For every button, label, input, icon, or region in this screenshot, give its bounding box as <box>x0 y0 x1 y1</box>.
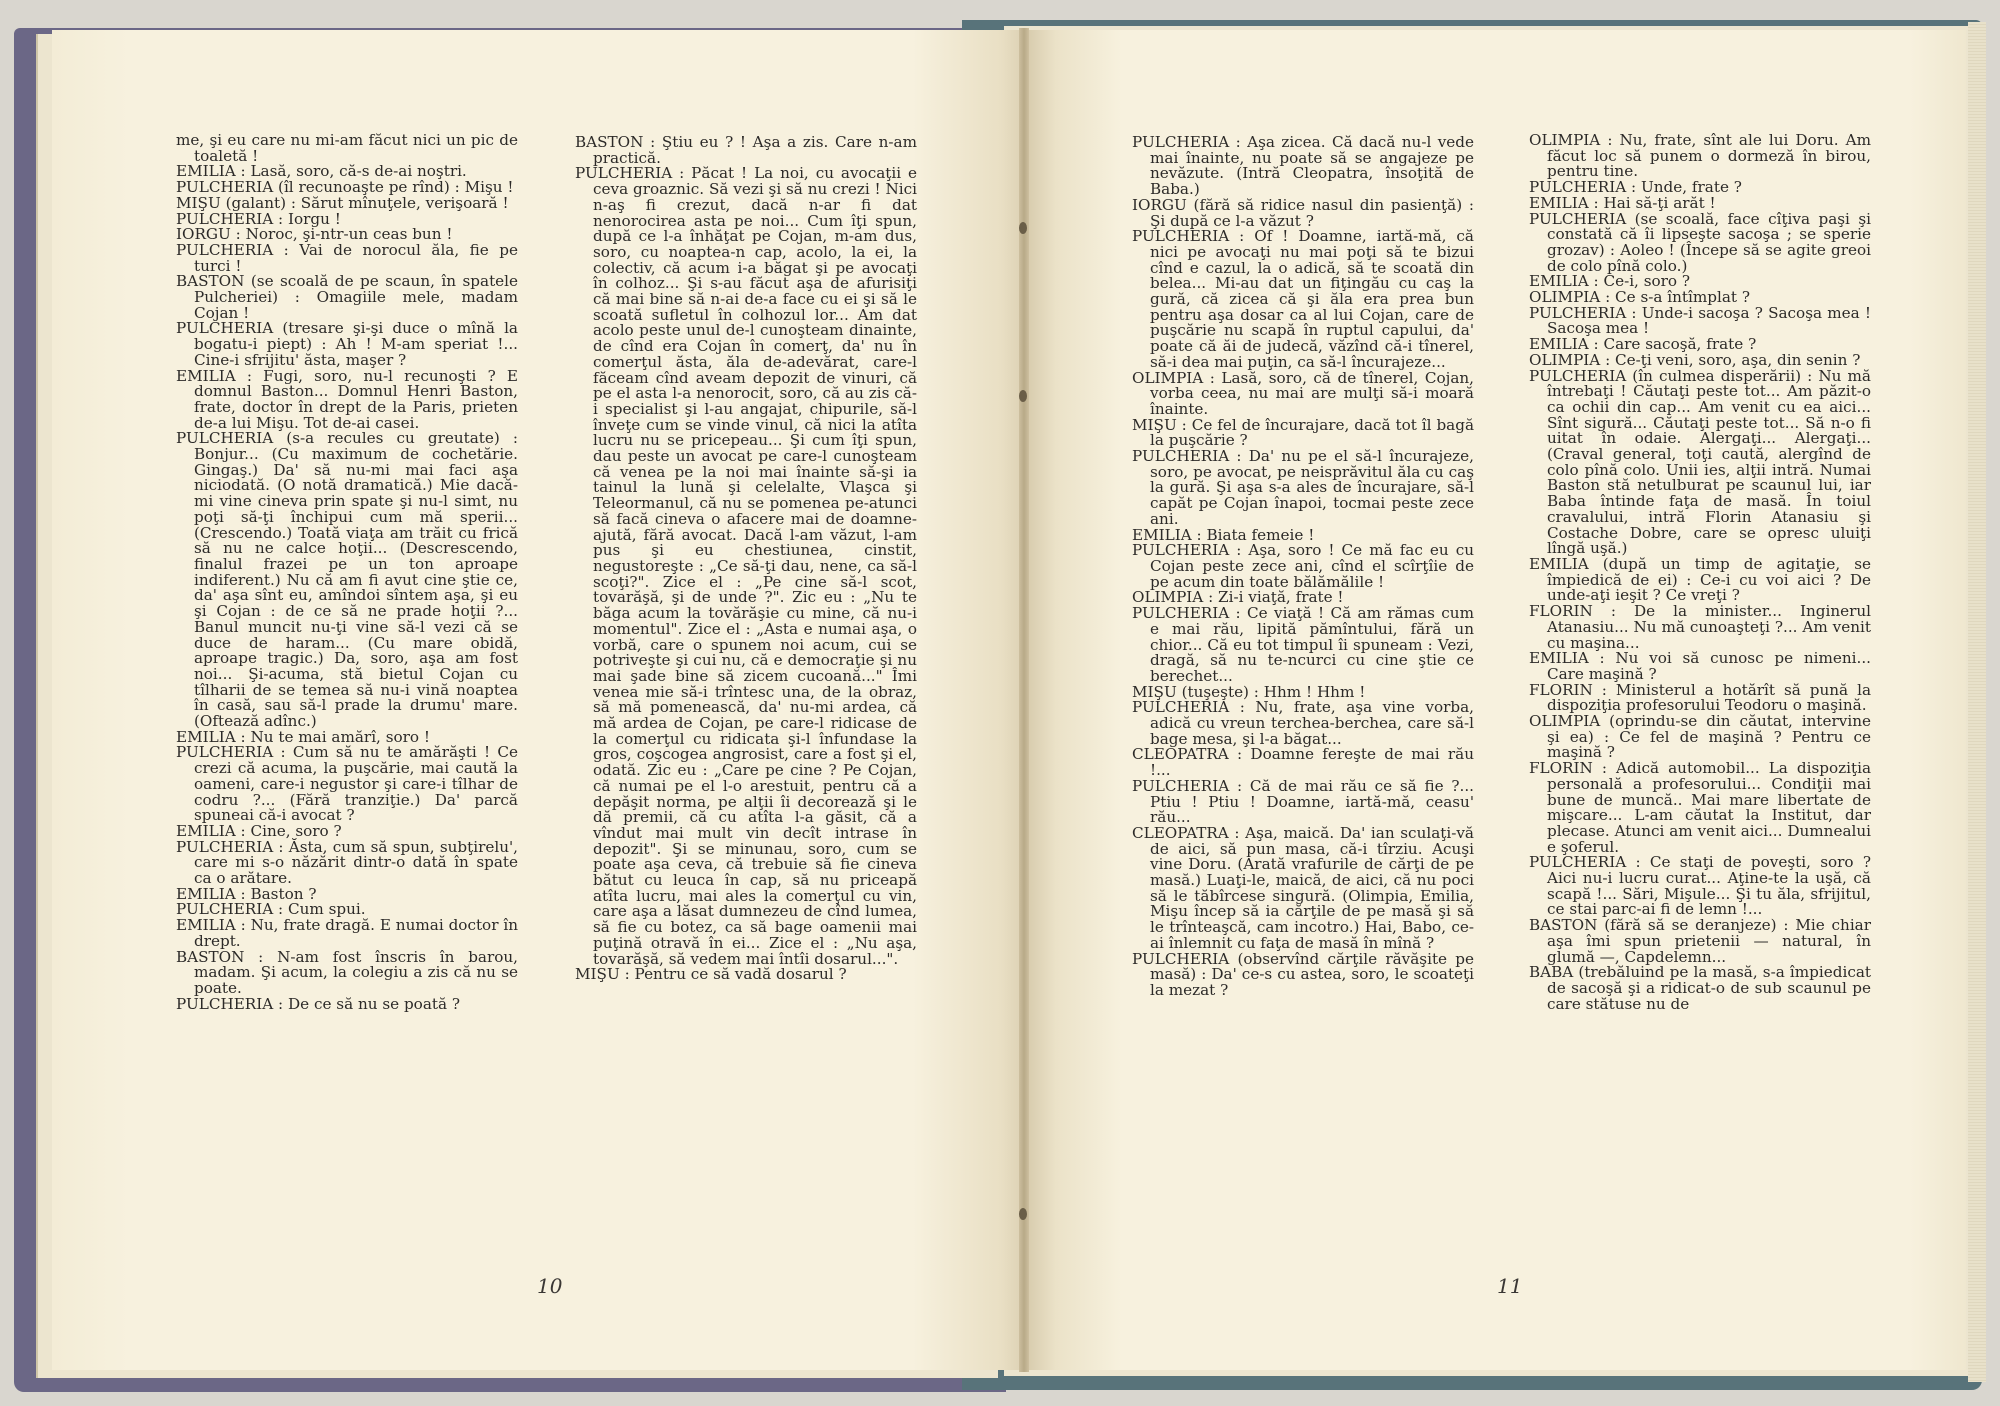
dialogue-line: BASTON (fără să se deranjeze) : Mie chiar aşa îmi spun prietenii — natural, în glumă —, Capdelemn... <box>1529 916 1871 966</box>
dialogue-line: MIŞU : Ce fel de încurajare, dacă tot îl bagă la puşcărie ? <box>1132 415 1474 450</box>
dialogue-line: EMILIA : Cine, soro ? <box>176 821 342 840</box>
dialogue-line: PULCHERIA : Unde-i sacoşa ? Sacoşa mea ! Sacoşa mea ! <box>1529 303 1871 338</box>
dialogue-line: PULCHERIA : Ce viaţă ! Că am rămas cum e mai rău, lipită pămîntului, fără un chior... Că eu tot timpul îi spuneam : Vezi, dragă, să nu te-ncurci cu cine ştie ce berechet... <box>1132 604 1474 685</box>
text-column-4 <box>1529 133 1871 1012</box>
dialogue-line: MIŞU (tuşeşte) : Hhm ! Hhm ! <box>1132 682 1366 701</box>
dialogue-line: PULCHERIA : Că de mai rău ce să fie ?... Ptiu ! Ptiu ! Doamne, iartă-mă, ceasu' rău... <box>1132 776 1474 827</box>
dialogue-line: PULCHERIA (se scoală, face cîţiva paşi şi constată că îi lipseşte sacoşa ; se sperie grozav) : Aoleo ! (Începe să se agite greoi de colo pînă colo.) <box>1529 209 1871 275</box>
dialogue-line: OLIMPIA : Nu, frate, sînt ale lui Doru. Am făcut loc să punem o dormeză în birou, pentru tine. <box>1529 131 1871 181</box>
dialogue-line: MIŞU (galant) : Sărut mînuţele, verişoară ! <box>176 193 509 212</box>
dialogue-line: PULCHERIA : Aşa zicea. Că dacă nu-l vede mai înainte, nu poate să se angajeze pe nevăzute. (Intră Cleopatra, însoţită de Baba.) <box>1132 133 1474 199</box>
dialogue-line: EMILIA : Lasă, soro, că-s de-ai noştri. <box>176 162 467 181</box>
dialogue-line: EMILIA : Ce-i, soro ? <box>1529 272 1691 291</box>
dialogue-line: EMILIA : Nu voi să cunosc pe nimeni... Care maşină ? <box>1529 649 1871 683</box>
dialogue-line: OLIMPIA : Lasă, soro, că de tînerel, Cojan, vorba ceea, nu mai are mulţi să-i moară înainte. <box>1132 368 1474 418</box>
dialogue-line: PULCHERIA : Iorgu ! <box>176 209 341 228</box>
dialogue-line: CLEOPATRA : Doamne fereşte de mai rău !... <box>1132 745 1474 780</box>
dialogue-line: EMILIA : Baston ? <box>176 884 317 903</box>
dialogue-line: PULCHERIA : Of ! Doamne, iartă-mă, că nici pe avocaţi nu mai poţi să te bizui cînd e cazul, la o adică, să te scoată din belea... Mi-au dat un fiţingău cu caş la gură, că zicea că şi ăla era prea bun pentru aşa dosar ca al lui Cojan, care de puşcărie nu scapă în ruptul capului, da' poate că ăi de judecă, văzînd că-i tînerel, să-i dea mai puţin, ca să-l încurajeze... <box>1132 227 1474 371</box>
dialogue-line: OLIMPIA : Ce s-a întîmplat ? <box>1529 288 1750 307</box>
dialogue-line: me, şi eu care nu mi-am făcut nici un pic de toaletă ! <box>176 131 518 165</box>
dialogue-line: PULCHERIA : Cum să nu te amărăşti ! Ce crezi că acuma, la puşcărie, mai caută la oameni, care-i negustor şi care-i tîlhar de codru ?... (Fără tranziţie.) Da' parcă spuneai că-i avocat ? <box>176 743 518 825</box>
dialogue-line: EMILIA : Biata femeie ! <box>1132 525 1315 544</box>
dialogue-line: PULCHERIA (îl recunoaşte pe rînd) : Mişu ! <box>176 178 514 197</box>
page-edges <box>1968 22 1986 1382</box>
dialogue-line: PULCHERIA : Nu, frate, aşa vine vorba, adică cu vreun terchea-berchea, care să-l bage mesa, şi l-a băgat... <box>1132 698 1474 748</box>
dialogue-line: FLORIN : Ministerul a hotărît să pună la dispoziţia profesorului Teodoru o maşină. <box>1529 680 1871 715</box>
dialogue-line: EMILIA : Fugi, soro, nu-l recunoşti ? E domnul Baston... Domnul Henri Baston, frate, doctor în drept de la Paris, prieten de-a lui Mişu. Tot de-ai casei. <box>176 366 518 432</box>
dialogue-line: PULCHERIA (observînd cărţile răvăşite pe masă) : Da' ce-s cu astea, soro, le scoateţi la mezat ? <box>1132 949 1474 999</box>
page-number-left: 10 <box>537 1274 563 1298</box>
text-column-1 <box>176 133 518 1012</box>
dialogue-line: OLIMPIA : Ce-ţi veni, soro, aşa, din senin ? <box>1529 350 1861 369</box>
dialogue-line: BASTON : N-am fost înscris în barou, madam. Şi acum, la colegiu a zis că nu se poate. <box>176 947 518 997</box>
dialogue-line: EMILIA : Hai să-ţi arăt ! <box>1529 193 1716 212</box>
dialogue-line: PULCHERIA : Da' nu pe el să-l încurajeze, soro, pe avocat, pe neisprăvitul ăla cu caş la gură. Şi aşa s-a ales de încurajare, să-l capăt pe Cojan înapoi, tocmai peste zece ani. <box>1132 447 1474 528</box>
dialogue-line: FLORIN : De la minister... Inginerul Atanasiu... Nu mă cunoaşteţi ?... Am venit cu maşina... <box>1529 602 1871 652</box>
dialogue-line: PULCHERIA : Ăsta, cum să spun, subţirelu', care mi s-o năzărit dintr-o dată în spate ca o arătare. <box>176 837 518 888</box>
dialogue-line: CLEOPATRA : Aşa, maică. Da' ian sculaţi-vă de aici, să pun masa, că-i tîrziu. Acuşi vine Doru. (Arată vrafurile de cărţi de pe masă.) Luaţi-le, maică, de aici, că nu poci să le tăbîrcese singură. (Olimpia, Emilia, Mişu încep să ia cărţile de pe masă şi să le trînteaşcă, cam incotro.) Hai, Babo, ce-ai înlemnit cu faţa de masă în mînă ? <box>1132 823 1474 952</box>
binding-hole <box>1019 1208 1027 1220</box>
dialogue-line: BASTON : Ştiu eu ? ! Aşa a zis. Care n-am practică. <box>575 133 917 167</box>
dialogue-line: PULCHERIA (tresare şi-şi duce o mînă la bogatu-i piept) : Ah ! M-am speriat !... Cine-i sfrijitu' ăsta, maşer ? <box>176 319 518 369</box>
dialogue-line: OLIMPIA (oprindu-se din căutat, intervine şi ea) : Ce fel de maşină ? Pentru ce maşină ? <box>1529 712 1871 762</box>
dialogue-line: PULCHERIA : Unde, frate ? <box>1529 178 1742 197</box>
dialogue-line: OLIMPIA : Zi-i viaţă, frate ! <box>1132 588 1344 607</box>
dialogue-line: EMILIA : Care sacoşă, frate ? <box>1529 335 1757 354</box>
dialogue-line: PULCHERIA : Ce staţi de poveşti, soro ? Aici nu-i lucru curat... Aţine-te la uşă, că scapă !... Sări, Mişule... Şi tu ăla, sfrijitul, ce stai parc-ai fi de lemn !... <box>1529 853 1871 919</box>
binding-hole <box>1019 390 1027 402</box>
dialogue-line: EMILIA : Nu, frate dragă. E numai doctor în drept. <box>176 916 518 950</box>
dialogue-line: EMILIA (după un timp de agitaţie, se împiedică de ei) : Ce-i cu voi aici ? De unde-aţi ieşit ? Ce vreţi ? <box>1529 554 1871 605</box>
dialogue-line: PULCHERIA : Cum spui. <box>176 900 366 919</box>
text-column-3 <box>1132 135 1474 999</box>
dialogue-line: PULCHERIA : Vai de norocul ăla, fie pe turci ! <box>176 240 518 275</box>
dialogue-line: BABA (trebăluind pe la masă, s-a împiedicat de sacoşă şi a ridicat-o de sub scaunul pe care stătuse nu de <box>1529 963 1871 1013</box>
dialogue-line: PULCHERIA : Aşa, soro ! Ce mă fac eu cu Cojan peste zece ani, cînd el scîrţîie de pe acum din toate bălămălile ! <box>1132 541 1474 591</box>
dialogue-line: PULCHERIA (în culmea disperării) : Nu mă întrebaţi ! Căutaţi peste tot... Am păzit-o ca ochii din cap... Am venit cu ea aici... Sînt sigură... Căutaţi peste tot... Să n-o fi uitat în odaie. Alergaţi... Alergaţi... (Craval general, toţi caută, alergînd de colo pînă colo. Unii ies, alţii intră. Numai Baston stă netulburat pe scaunul lui, iar Baba întinde faţa de masă. În toiul cravalului, intră Florin Atanasiu şi Costache Dobre, care se opresc uluiţi lîngă uşă.) <box>1529 366 1871 558</box>
text-column-2 <box>575 135 917 983</box>
dialogue-line: PULCHERIA (s-a recules cu greutate) : Bonjur... (Cu maximum de cochetărie. Gingaş.) Da' să nu-mi mai faci aşa niciodată. (O notă dramatică.) Mie dacă-mi vine cineva prin spate şi nu-l simt, nu poţi să-ţi închipui cum mă sperii... (Crescendo.) Toată viaţa am trăit cu frică să nu ne calce hoţii... (Descrescendo, finalul frazei pe un ton aproape indiferent.) Nu că am fi avut cine ştie ce, da' aşa sînt eu, amîndoi sîntem aşa, şi eu şi Cojan : de ce să ne prade hoţii ?... Banul muncit nu-ţi vine să-l vezi că se duce de haram... (Cu mare obidă, aproape tragic.) Da, soro, aşa am fost noi... Şi-acuma, stă bietul Cojan cu tîlharii de se temea să nu-i vină noaptea în casă, sau să-l prade la drumu' mare. (Oftează adînc.) <box>176 429 518 731</box>
dialogue-line: IORGU : Noroc, şi-ntr-un ceas bun ! <box>176 225 453 244</box>
page-number-right: 11 <box>1497 1274 1523 1298</box>
dialogue-line: BASTON (se scoală de pe scaun, în spatele Pulcheriei) : Omagiile mele, madam Cojan ! <box>176 272 518 322</box>
dialogue-line: EMILIA : Nu te mai amărî, soro ! <box>176 727 430 746</box>
dialogue-line: MIŞU : Pentru ce să vadă dosarul ? <box>575 965 847 984</box>
dialogue-line: PULCHERIA : De ce să nu se poată ? <box>176 994 461 1013</box>
binding-hole <box>1019 222 1027 234</box>
dialogue-line: PULCHERIA : Păcat ! La noi, cu avocaţii e ceva groaznic. Să vezi şi să nu crezi ! Nici n-aş fi crezut, dacă n-ar fi dat nenorocirea asta pe noi... Cum îţi spun, după ce l-a înhăţat pe Cojan, m-am dus, soro, cu noaptea-n cap, acolo, la ei, la colectiv, că acum i-a băgat şi pe avocaţi în colhoz... Şi s-au făcut aşa de afurisiţi că mai bine să n-ai de-a face cu ei şi să le scoată sufletul în colhozul lor... Am dat acolo peste unul de-l cunoşteam dinainte, de cînd era Cojan în comerţ, da' nu în comerţul ăsta, ăla de-adevărat, care-l făceam cînd aveam depozit de vinuri, că pe el asta l-a nenorocit, soro, că au zis că-i specialist şi l-au angajat, chipurile, să-l înveţe cum se vinde vinul, că nici la atîta lucru nu se pricepeau... Şi cum îţi spun, dau peste un avocat pe care-l cunoşteam că venea pe la noi mai înainte să-şi ia tainul la lună şi celelalte, Vlaşca şi Teleormanul, că nu se pomenea pe-atunci să facă cineva o afacere mai de doamne-ajută, fără avocat. Dacă l-am văzut, l-am pus şi eu chestiunea, cinstit, negustoreşte : „Ce să-ţi dau, nene, ca să-l scoţi?". Zice el : „Pe cine să-l scot, tovarăşă, şi de unde ?". Zic eu : „Nu te băga acum la tovărăşie cu mine, că nu-i momentul". Zice el : „Asta e numai aşa, o vorbă, care o spunem noi acum, cui se potriveşte şi cui nu, că e democraţie şi nu mai şade bine să zicem cucoană..." Îmi venea mie să-i trîntesc una, de la obraz, să mă pomenească, da' nu-mi ardea, că mă ardea de Cojan, pe care-l ridicase de la comerţul cu ridicata şi-l înfundase la gros, coşcogea angrosist, care a fost şi el, odată. Zic eu : „Care pe cine ? Pe Cojan, că numai pe el l-o arestuit, pentru că a depăşit norma, pe alţii îi decorează şi le dă premii, că cu atîta l-a găsit, că a vîndut mai mult vin decît intrase în depozit". Şi se minunau, soro, cum se poate aşa ceva, că trebuie să fie cineva bătut cu leuca în cap, să nu priceapă atîta lucru, mai ales la comerţul cu vin, care aşa a lăsat dumnezeu de cînd lumea, să fie cu botez, ca să bage oamenii mai puţină otravă în ei... Zice el : „Nu aşa, tovarăşă, să vedem mai întîi dosarul...". <box>575 164 917 968</box>
dialogue-line: IORGU (fără să ridice nasul din pasienţă) : Şi după ce l-a văzut ? <box>1132 195 1474 230</box>
dialogue-line: FLORIN : Adică automobil... La dispoziţia personală a profesorului... Condiţii mai bune de muncă.. Mai mare libertate de mişcare... L-am căutat la Institut, dar plecase. Atunci am venit aici... Dumnealui e şoferul. <box>1529 759 1871 856</box>
